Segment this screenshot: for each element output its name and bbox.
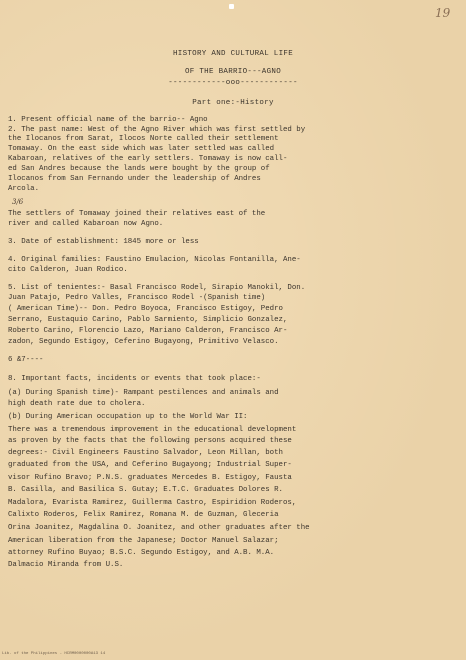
text-line: 4. Original families: Faustino Emulacion, Nicolas Fontanilla, Ane- [8, 256, 301, 264]
archive-footer: Lib. of the Philippines - HCRM0000000A13 14 [2, 652, 106, 656]
page-number: 19 [435, 6, 451, 20]
text-line: Orina Joanitez, Magdalina O. Joanitez, and other graduates after the [8, 524, 310, 532]
text-line: American liberation from the Japanese; Doctor Manuel Salazar; [8, 537, 279, 545]
text-line: 3. Date of establishment: 1845 more or less [8, 238, 199, 246]
text-line: the Ilocanos from Sarat, Ilocos Norte called their settlement [8, 135, 279, 143]
text-line: 8. Important facts, incidents or events that took place:- [8, 375, 261, 383]
margin-note: 3/6 [12, 198, 24, 206]
text-line: Juan Patajo, Pedro Valles, Francisco Rodel -(Spanish time) [8, 294, 266, 302]
text-line: There was a tremendous improvement in the educational development [8, 426, 297, 434]
text-line: river and called Kabaroan now Agno. [8, 220, 164, 228]
part-heading: Part one:-History [192, 99, 274, 107]
punch-hole [229, 4, 234, 9]
text-line: 2. The past name: West of the Agno River which was first settled by [8, 126, 306, 134]
text-line: 5. List of tenientes:- Basal Francisco Rodel, Sirapio Manokil, Don. [8, 284, 306, 292]
text-line: attorney Rufino Buyao; B.S.C. Segundo Estigoy, and A.B. M.A. [8, 549, 275, 557]
text-line: Ilocanos from San Fernando under the leadership of Andres [8, 175, 261, 183]
text-line: Kabaroan, relatives of the early settlers. Tomaway is now call- [8, 155, 288, 163]
document-title: HISTORY AND CULTURAL LIFE [172, 50, 294, 58]
text-line: graduated from the USA, and Ceferino Bugayong; Industrial Super- [8, 461, 292, 469]
text-line: as proven by the facts that the following persons acquired these [8, 437, 292, 445]
separator-line: ------------ooo------------ [168, 79, 298, 87]
text-line: zadon, Segundo Estigoy, Ceferino Bugayong, Primitivo Velasco. [8, 338, 279, 346]
text-line: The settlers of Tomaway joined their relatives east of the [8, 210, 266, 218]
text-line: ed San Andres because the lands were bought by the group of [8, 165, 270, 173]
text-line: visor Rufino Bravo; P.N.S. graduates Mercedes B. Estigoy, Fausta [8, 474, 292, 482]
text-line: Serrano, Eustaquio Carino, Pablo Sarmiento, Simplicio Gonzalez, [8, 316, 288, 324]
text-line: Calixto Roderos, Felix Ramirez, Romana M. de Guzman, Gleceria [8, 511, 279, 519]
text-line: Madalora, Evarista Ramirez, Guillerma Castro, Espiridion Roderos, [8, 499, 297, 507]
text-line: Arcola. [8, 185, 40, 193]
text-line: 1. Present official name of the barrio-- Agno [8, 116, 208, 124]
text-line: (b) During American occupation up to the World War II: [8, 413, 248, 421]
text-line: Roberto Carino, Florencio Lazo, Mariano Calderon, Francisco Ar- [8, 327, 288, 335]
text-line: high death rate due to cholera. [8, 400, 146, 408]
document-subtitle: OF THE BARRIO---AGNO [184, 68, 281, 76]
text-line: degrees:- Civil Engineers Faustino Salvador, Leon Millan, both [8, 449, 283, 457]
text-line: (a) During Spanish time)- Rampant pestilences and animals and [8, 389, 279, 397]
text-line: 6 &7---- [8, 356, 44, 364]
text-line: ( American Time)-- Don. Pedro Boyoca, Francisco Estigoy, Pedro [8, 305, 283, 313]
text-line: cito Calderon, Juan Rodico. [8, 266, 128, 274]
text-line: Dalmacio Miranda from U.S. [8, 561, 124, 569]
text-line: Tomaway. On the east side which was later settled was called [8, 145, 275, 153]
text-line: B. Casilla, and Basilica S. Gutay; E.T.C. Graduates Dolores R. [8, 486, 283, 494]
